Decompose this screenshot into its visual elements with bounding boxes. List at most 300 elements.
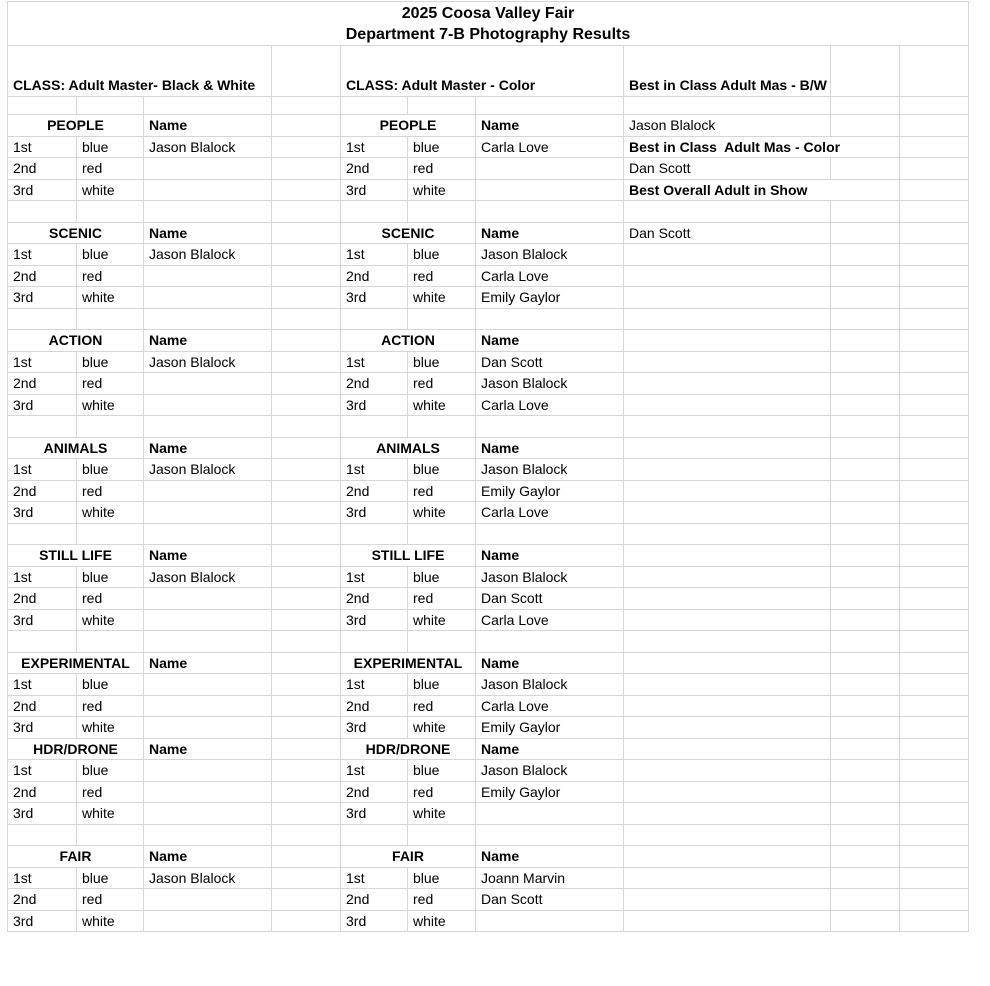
empty-cell: [272, 825, 341, 847]
winner-name-color: Carla Love: [476, 502, 624, 524]
empty-cell: [831, 266, 900, 288]
empty-cell: [272, 567, 341, 589]
empty-cell: [8, 309, 77, 331]
empty-cell: [476, 201, 624, 223]
ribbon-cell: white: [77, 287, 144, 309]
place-cell: 1st: [341, 244, 408, 266]
empty-cell: [272, 868, 341, 890]
place-cell: 3rd: [341, 502, 408, 524]
empty-cell: [408, 825, 476, 847]
winner-name-bw: [144, 266, 272, 288]
place-cell: 3rd: [8, 803, 77, 825]
place-cell: 1st: [8, 244, 77, 266]
ribbon-cell: blue: [408, 674, 476, 696]
winner-name-color: Emily Gaylor: [476, 717, 624, 739]
empty-cell: [624, 631, 831, 653]
ribbon-cell: white: [408, 395, 476, 417]
place-cell: 1st: [8, 137, 77, 159]
empty-cell: [831, 846, 900, 868]
empty-cell: [624, 97, 831, 115]
empty-cell: [624, 459, 831, 481]
ribbon-cell: red: [408, 158, 476, 180]
place-cell: 1st: [8, 868, 77, 890]
name-column-header: Name: [144, 223, 272, 245]
empty-cell: [624, 266, 831, 288]
empty-cell: [831, 373, 900, 395]
result-row: [8, 180, 969, 202]
empty-cell: [272, 115, 341, 137]
empty-cell: [144, 631, 272, 653]
winner-name-bw: Jason Blalock: [144, 567, 272, 589]
result-row: [8, 567, 969, 589]
empty-cell: [900, 115, 969, 137]
result-row: [8, 244, 969, 266]
empty-cell: [341, 524, 408, 546]
empty-cell: [272, 46, 341, 97]
result-row: [8, 760, 969, 782]
empty-cell: [272, 502, 341, 524]
name-column-header: Name: [476, 438, 624, 460]
result-row: [8, 158, 969, 180]
empty-cell: [831, 223, 900, 245]
spacer-row: [8, 416, 969, 438]
winner-name-color: [476, 180, 624, 202]
section-header-row: [8, 653, 969, 675]
place-cell: 2nd: [341, 782, 408, 804]
section-header-row: [8, 545, 969, 567]
empty-cell: [8, 631, 77, 653]
empty-cell: [272, 588, 341, 610]
sheet-title-cell: [8, 2, 969, 46]
empty-cell: [900, 352, 969, 374]
result-row: [8, 674, 969, 696]
empty-cell: [900, 395, 969, 417]
empty-cell: [831, 739, 900, 761]
empty-cell: [900, 244, 969, 266]
place-cell: 1st: [341, 868, 408, 890]
section-title-bw: SCENIC: [8, 223, 144, 245]
winner-name-bw: Jason Blalock: [144, 868, 272, 890]
empty-cell: [77, 524, 144, 546]
ribbon-cell: white: [408, 803, 476, 825]
place-cell: 3rd: [8, 287, 77, 309]
ribbon-cell: blue: [77, 459, 144, 481]
name-column-header: Name: [476, 653, 624, 675]
empty-cell: [624, 825, 831, 847]
empty-cell: [831, 631, 900, 653]
ribbon-cell: blue: [77, 868, 144, 890]
place-cell: 2nd: [341, 889, 408, 911]
empty-cell: [900, 223, 969, 245]
name-column-header: Name: [144, 115, 272, 137]
empty-cell: [144, 309, 272, 331]
ribbon-cell: red: [408, 481, 476, 503]
empty-cell: [900, 803, 969, 825]
empty-cell: [624, 201, 831, 223]
empty-cell: [272, 803, 341, 825]
empty-cell: [831, 459, 900, 481]
empty-cell: [831, 524, 900, 546]
empty-cell: [900, 459, 969, 481]
empty-cell: [831, 803, 900, 825]
section-title-bw: FAIR: [8, 846, 144, 868]
place-cell: 1st: [341, 137, 408, 159]
ribbon-cell: red: [408, 696, 476, 718]
section-title-color: FAIR: [341, 846, 476, 868]
empty-cell: [900, 631, 969, 653]
winner-name-bw: [144, 158, 272, 180]
winner-name-color: Carla Love: [476, 266, 624, 288]
empty-cell: [831, 588, 900, 610]
empty-cell: [900, 674, 969, 696]
result-row: [8, 717, 969, 739]
ribbon-cell: white: [77, 502, 144, 524]
empty-cell: [900, 373, 969, 395]
winner-name-bw: [144, 481, 272, 503]
empty-cell: [341, 416, 408, 438]
winner-name-bw: [144, 782, 272, 804]
empty-cell: [831, 158, 900, 180]
empty-cell: [624, 760, 831, 782]
empty-cell: [272, 201, 341, 223]
class-color-label: CLASS: Adult Master - Color: [341, 46, 624, 97]
empty-cell: [831, 674, 900, 696]
empty-cell: [272, 395, 341, 417]
place-cell: 2nd: [8, 373, 77, 395]
empty-cell: [272, 524, 341, 546]
section-title-bw: ANIMALS: [8, 438, 144, 460]
empty-cell: [624, 610, 831, 632]
empty-cell: [624, 309, 831, 331]
empty-cell: [272, 481, 341, 503]
result-row: [8, 459, 969, 481]
empty-cell: [272, 717, 341, 739]
empty-cell: [831, 481, 900, 503]
ribbon-cell: blue: [77, 352, 144, 374]
empty-cell: [476, 416, 624, 438]
ribbon-cell: white: [408, 287, 476, 309]
empty-cell: [900, 782, 969, 804]
empty-cell: [408, 416, 476, 438]
place-cell: 3rd: [8, 610, 77, 632]
winner-name-color: Jason Blalock: [476, 459, 624, 481]
empty-cell: [900, 46, 969, 97]
result-row: [8, 481, 969, 503]
empty-cell: [341, 825, 408, 847]
empty-cell: [624, 889, 831, 911]
section-header-row: [8, 223, 969, 245]
empty-cell: [272, 631, 341, 653]
result-row: [8, 266, 969, 288]
empty-cell: [476, 524, 624, 546]
empty-cell: [272, 739, 341, 761]
section-title-bw: HDR/DRONE: [8, 739, 144, 761]
winner-name-bw: [144, 803, 272, 825]
empty-cell: [900, 416, 969, 438]
empty-cell: [900, 524, 969, 546]
empty-cell: [831, 889, 900, 911]
empty-cell: [272, 352, 341, 374]
empty-cell: [624, 868, 831, 890]
section-header-row: [8, 330, 969, 352]
spacer-row: [8, 631, 969, 653]
ribbon-cell: blue: [408, 868, 476, 890]
section-title-color: HDR/DRONE: [341, 739, 476, 761]
ribbon-cell: blue: [408, 352, 476, 374]
winner-name-bw: [144, 911, 272, 933]
winner-name-bw: [144, 395, 272, 417]
ribbon-cell: blue: [77, 760, 144, 782]
spacer-row: [8, 309, 969, 331]
empty-cell: [77, 416, 144, 438]
empty-cell: [408, 524, 476, 546]
empty-cell: [624, 395, 831, 417]
empty-cell: [272, 223, 341, 245]
section-title-color: ANIMALS: [341, 438, 476, 460]
award-winner-cell: Jason Blalock: [624, 115, 831, 137]
empty-cell: [900, 266, 969, 288]
empty-cell: [341, 309, 408, 331]
result-row: [8, 373, 969, 395]
empty-cell: [831, 97, 900, 115]
winner-name-bw: Jason Blalock: [144, 459, 272, 481]
empty-cell: [408, 309, 476, 331]
place-cell: 2nd: [341, 373, 408, 395]
page-title: 2025 Coosa Valley Fair: [401, 5, 575, 22]
ribbon-cell: white: [77, 911, 144, 933]
empty-cell: [831, 287, 900, 309]
empty-cell: [272, 545, 341, 567]
empty-cell: [900, 438, 969, 460]
section-title-color: STILL LIFE: [341, 545, 476, 567]
place-cell: 3rd: [8, 717, 77, 739]
empty-cell: [831, 201, 900, 223]
place-cell: 1st: [8, 674, 77, 696]
ribbon-cell: blue: [408, 567, 476, 589]
empty-cell: [272, 137, 341, 159]
empty-cell: [408, 97, 476, 115]
empty-cell: [272, 266, 341, 288]
empty-cell: [272, 459, 341, 481]
winner-name-color: [476, 911, 624, 933]
winner-name-color: Carla Love: [476, 610, 624, 632]
empty-cell: [272, 911, 341, 933]
ribbon-cell: red: [408, 782, 476, 804]
empty-cell: [900, 653, 969, 675]
empty-cell: [831, 46, 900, 97]
empty-cell: [900, 180, 969, 202]
winner-name-color: Jason Blalock: [476, 244, 624, 266]
empty-cell: [272, 696, 341, 718]
empty-cell: [900, 610, 969, 632]
empty-cell: [624, 438, 831, 460]
empty-cell: [624, 803, 831, 825]
result-row: [8, 868, 969, 890]
empty-cell: [624, 352, 831, 374]
empty-cell: [272, 653, 341, 675]
spacer-row: [8, 201, 969, 223]
place-cell: 1st: [341, 567, 408, 589]
place-cell: 2nd: [341, 266, 408, 288]
result-row: [8, 889, 969, 911]
winner-name-bw: [144, 674, 272, 696]
empty-cell: [77, 825, 144, 847]
empty-cell: [624, 782, 831, 804]
empty-cell: [831, 567, 900, 589]
result-row: [8, 287, 969, 309]
empty-cell: [900, 911, 969, 933]
ribbon-cell: red: [77, 158, 144, 180]
winner-name-color: Carla Love: [476, 395, 624, 417]
empty-cell: [900, 545, 969, 567]
empty-cell: [624, 588, 831, 610]
empty-cell: [624, 846, 831, 868]
ribbon-cell: white: [408, 610, 476, 632]
place-cell: 2nd: [8, 782, 77, 804]
result-row: [8, 782, 969, 804]
empty-cell: [900, 868, 969, 890]
ribbon-cell: white: [77, 717, 144, 739]
place-cell: 1st: [341, 459, 408, 481]
winner-name-bw: [144, 287, 272, 309]
section-title-bw: PEOPLE: [8, 115, 144, 137]
empty-cell: [900, 201, 969, 223]
name-column-header: Name: [476, 115, 624, 137]
empty-cell: [272, 846, 341, 868]
ribbon-cell: red: [77, 266, 144, 288]
winner-name-bw: [144, 588, 272, 610]
ribbon-cell: white: [77, 180, 144, 202]
ribbon-cell: red: [77, 696, 144, 718]
empty-cell: [144, 825, 272, 847]
section-header-row: [8, 739, 969, 761]
ribbon-cell: red: [408, 373, 476, 395]
name-column-header: Name: [476, 846, 624, 868]
empty-cell: [272, 889, 341, 911]
place-cell: 1st: [8, 352, 77, 374]
empty-cell: [272, 782, 341, 804]
section-title-color: EXPERIMENTAL: [341, 653, 476, 675]
name-column-header: Name: [144, 846, 272, 868]
empty-cell: [272, 416, 341, 438]
empty-cell: [77, 201, 144, 223]
empty-cell: [900, 158, 969, 180]
empty-cell: [8, 416, 77, 438]
empty-cell: [272, 180, 341, 202]
empty-cell: [476, 825, 624, 847]
winner-name-color: Emily Gaylor: [476, 287, 624, 309]
empty-cell: [900, 97, 969, 115]
empty-cell: [900, 567, 969, 589]
empty-cell: [831, 330, 900, 352]
place-cell: 3rd: [8, 502, 77, 524]
empty-cell: [831, 115, 900, 137]
winner-name-bw: [144, 180, 272, 202]
place-cell: 2nd: [8, 266, 77, 288]
empty-cell: [144, 416, 272, 438]
winner-name-color: Emily Gaylor: [476, 481, 624, 503]
empty-cell: [900, 717, 969, 739]
spacer-row: [8, 825, 969, 847]
section-header-row: [8, 846, 969, 868]
result-row: [8, 588, 969, 610]
name-column-header: Name: [144, 739, 272, 761]
winner-name-bw: Jason Blalock: [144, 137, 272, 159]
winner-name-color: Jason Blalock: [476, 373, 624, 395]
empty-cell: [341, 201, 408, 223]
name-column-header: Name: [144, 653, 272, 675]
spacer-row: [8, 97, 969, 115]
empty-cell: [831, 760, 900, 782]
winner-name-color: [476, 803, 624, 825]
ribbon-cell: blue: [408, 244, 476, 266]
empty-cell: [408, 201, 476, 223]
ribbon-cell: red: [408, 889, 476, 911]
empty-cell: [144, 524, 272, 546]
winner-name-bw: [144, 502, 272, 524]
spacer-row: [8, 524, 969, 546]
place-cell: 1st: [341, 352, 408, 374]
winner-name-bw: [144, 610, 272, 632]
empty-cell: [272, 287, 341, 309]
best-in-class-bw-header: Best in Class Adult Mas - B/W: [624, 46, 831, 97]
empty-cell: [831, 395, 900, 417]
empty-cell: [8, 825, 77, 847]
winner-name-color: Jason Blalock: [476, 760, 624, 782]
class-bw-label: CLASS: Adult Master- Black & White: [8, 46, 272, 97]
empty-cell: [831, 438, 900, 460]
empty-cell: [272, 760, 341, 782]
empty-cell: [77, 309, 144, 331]
empty-cell: [831, 717, 900, 739]
empty-cell: [272, 158, 341, 180]
section-title-bw: STILL LIFE: [8, 545, 144, 567]
empty-cell: [272, 610, 341, 632]
result-row: [8, 352, 969, 374]
place-cell: 1st: [8, 760, 77, 782]
place-cell: 3rd: [8, 395, 77, 417]
section-title-bw: EXPERIMENTAL: [8, 653, 144, 675]
result-row: [8, 696, 969, 718]
section-title-bw: ACTION: [8, 330, 144, 352]
winner-name-color: [476, 158, 624, 180]
result-row: [8, 803, 969, 825]
place-cell: 2nd: [8, 889, 77, 911]
ribbon-cell: red: [77, 588, 144, 610]
place-cell: 3rd: [341, 395, 408, 417]
place-cell: 2nd: [341, 588, 408, 610]
section-title-color: SCENIC: [341, 223, 476, 245]
empty-cell: [624, 330, 831, 352]
empty-cell: [831, 825, 900, 847]
place-cell: 3rd: [341, 287, 408, 309]
ribbon-cell: blue: [77, 137, 144, 159]
name-column-header: Name: [476, 330, 624, 352]
result-row: [8, 610, 969, 632]
empty-cell: [8, 524, 77, 546]
section-header-row: [8, 115, 969, 137]
empty-cell: [624, 653, 831, 675]
ribbon-cell: white: [77, 395, 144, 417]
place-cell: 3rd: [341, 180, 408, 202]
empty-cell: [900, 309, 969, 331]
empty-cell: [831, 352, 900, 374]
empty-cell: [831, 244, 900, 266]
photography-results-sheet: [7, 1, 969, 932]
empty-cell: [624, 524, 831, 546]
empty-cell: [624, 717, 831, 739]
empty-cell: [144, 97, 272, 115]
